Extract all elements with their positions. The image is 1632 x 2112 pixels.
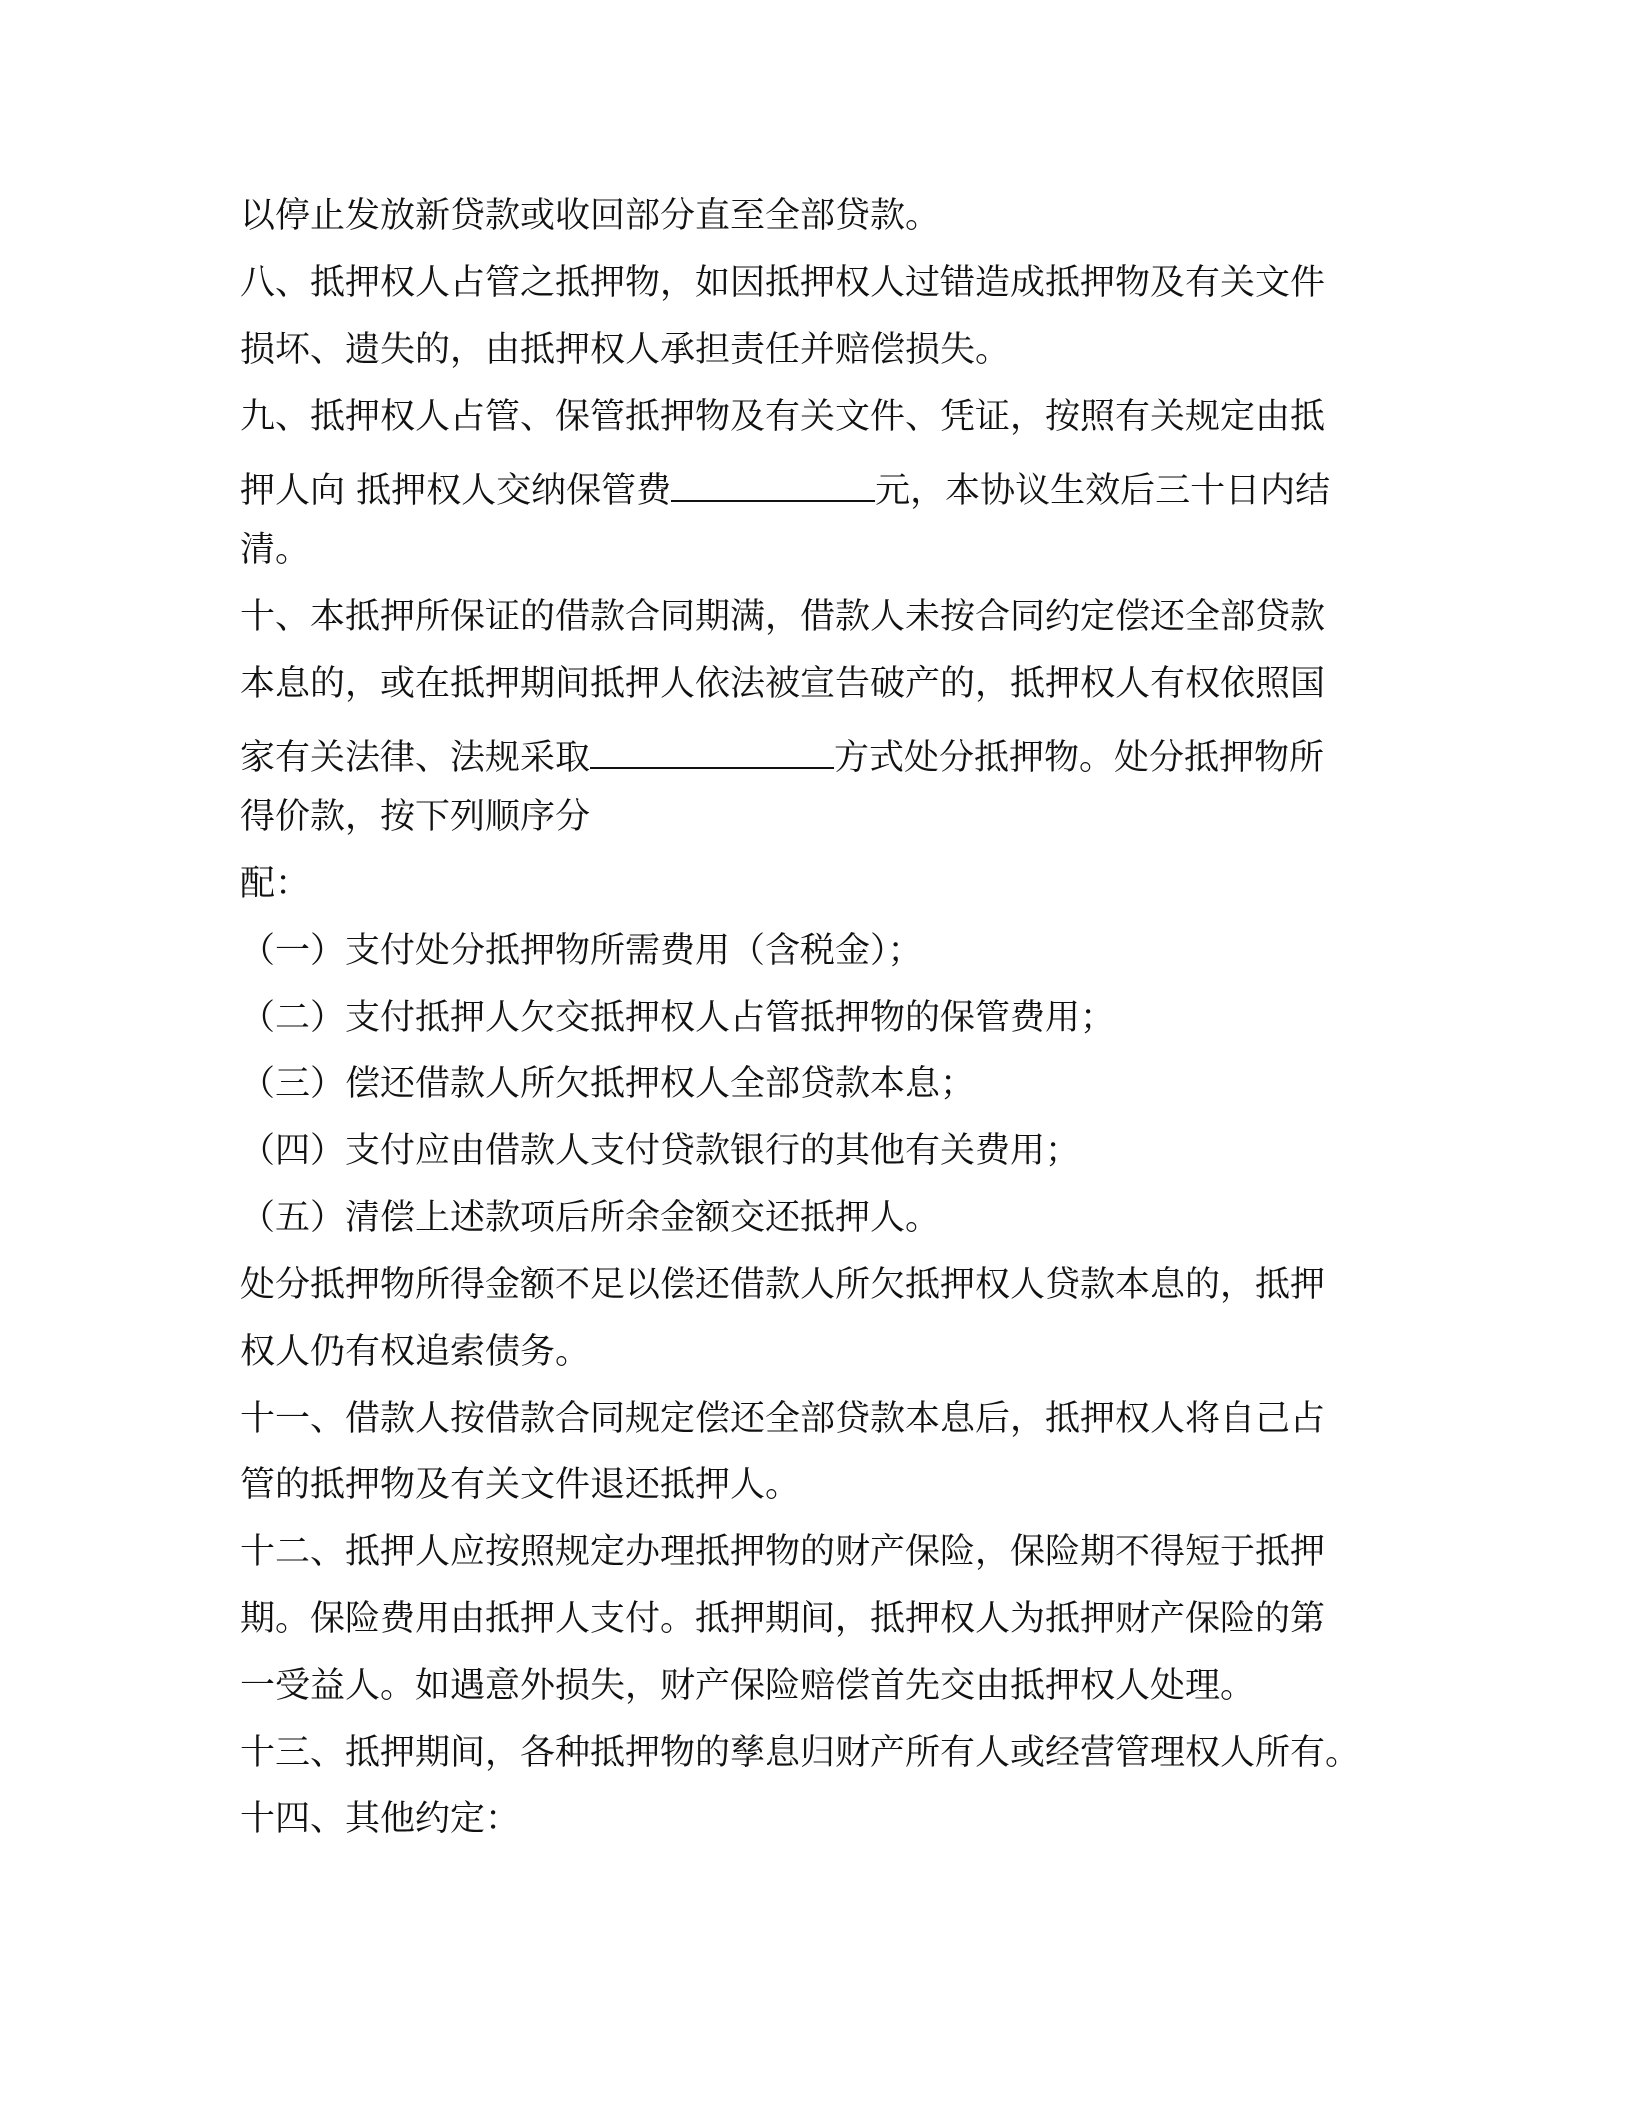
clause-8-line-1: 八、抵押权人占管之抵押物，如因抵押权人过错造成抵押物及有关文件 bbox=[240, 263, 1326, 303]
clause-9-line-3: 清。 bbox=[240, 530, 311, 570]
clause-10-line-4: 得价款，按下列顺序分 bbox=[240, 797, 591, 837]
fee-amount-blank[interactable] bbox=[671, 456, 875, 502]
clause-12-line-2: 期。保险费用由抵押人支付。抵押期间，抵押权人为抵押财产保险的第 bbox=[240, 1599, 1326, 1639]
list-item-2: （二）支付抵押人欠交抵押权人占管抵押物的保管费用； bbox=[240, 998, 1116, 1038]
shortfall-line-1: 处分抵押物所得金额不足以偿还借款人所欠抵押权人贷款本息的，抵押 bbox=[240, 1265, 1326, 1305]
clause-10-line-3 bbox=[240, 723, 1324, 779]
clause-9-fee-text-after: 元，本协议生效后三十日内结 bbox=[875, 471, 1331, 511]
clause-10-line-2: 本息的，或在抵押期间抵押人依法被宣告破产的，抵押权人有权依照国 bbox=[240, 664, 1326, 704]
clause-10-method-text-after: 方式处分抵押物。处分抵押物所 bbox=[834, 738, 1325, 778]
clause-9-line-1: 九、抵押权人占管、保管抵押物及有关文件、凭证，按照有关规定由抵 bbox=[240, 397, 1326, 437]
list-item-1: （一）支付处分抵押物所需费用（含税金）； bbox=[240, 931, 923, 971]
shortfall-line-2: 权人仍有权追索债务。 bbox=[240, 1332, 591, 1372]
clause-10-method-text-before: 家有关法律、法规采取 bbox=[240, 738, 591, 778]
disposal-method-blank[interactable] bbox=[590, 723, 834, 769]
clause-9-line-2 bbox=[240, 456, 1330, 512]
list-item-3: （三）偿还借款人所欠抵押权人全部贷款本息； bbox=[240, 1064, 976, 1104]
list-item-5: （五）清偿上述款项后所余金额交还抵押人。 bbox=[240, 1198, 941, 1238]
clause-12-line-1: 十二、抵押人应按照规定办理抵押物的财产保险，保险期不得短于抵押 bbox=[240, 1532, 1326, 1572]
clause-10-line-1: 十、本抵押所保证的借款合同期满，借款人未按合同约定偿还全部贷款 bbox=[240, 597, 1326, 637]
clause-11-line-1: 十一、借款人按借款合同规定偿还全部贷款本息后，抵押权人将自己占 bbox=[240, 1399, 1326, 1439]
clause-10-line-5: 配： bbox=[240, 864, 311, 904]
clause-11-line-2: 管的抵押物及有关文件退还抵押人。 bbox=[240, 1465, 801, 1505]
clause-14-line-1: 十四、其他约定： bbox=[240, 1799, 521, 1839]
clause-9-fee-text-before: 押人向 抵押权人交纳保管费 bbox=[240, 471, 672, 511]
list-item-4: （四）支付应由借款人支付贷款银行的其他有关费用； bbox=[240, 1131, 1081, 1171]
clause-13-line-1: 十三、抵押期间，各种抵押物的孳息归财产所有人或经营管理权人所有。 bbox=[240, 1733, 1361, 1773]
paragraph-line-1: 以停止发放新贷款或收回部分直至全部贷款。 bbox=[240, 196, 941, 236]
clause-12-line-3: 一受益人。如遇意外损失，财产保险赔偿首先交由抵押权人处理。 bbox=[240, 1666, 1256, 1706]
clause-8-line-2: 损坏、遗失的，由抵押权人承担责任并赔偿损失。 bbox=[240, 330, 1011, 370]
